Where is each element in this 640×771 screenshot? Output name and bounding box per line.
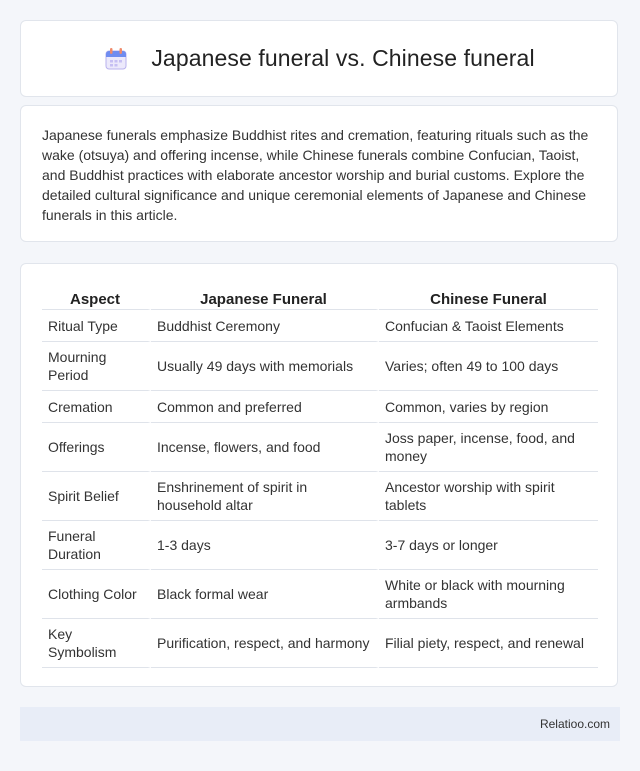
table-row — [42, 391, 598, 423]
japanese-cell: Common and preferred — [151, 391, 379, 423]
chinese-cell: 3-7 days or longer — [379, 521, 598, 570]
chinese-cell: Confucian & Taoist Elements — [379, 310, 598, 342]
chinese-cell: Joss paper, incense, food, and money — [379, 423, 598, 472]
comparison-table — [42, 284, 598, 668]
aspect-cell: Key Symbolism — [42, 619, 151, 668]
japanese-cell: Black formal wear — [151, 570, 379, 619]
intro-card — [20, 105, 618, 242]
column-header-aspect: Aspect — [42, 284, 151, 310]
table-row — [42, 342, 598, 391]
page-title: Japanese funeral vs. Chinese funeral — [151, 45, 535, 71]
table-row — [42, 472, 598, 521]
table-row — [42, 423, 598, 472]
japanese-cell: Incense, flowers, and food — [151, 423, 379, 472]
column-header-chinese: Chinese Funeral — [379, 284, 598, 310]
japanese-cell: 1-3 days — [151, 521, 379, 570]
column-header-japanese: Japanese Funeral — [151, 284, 379, 310]
table-row — [42, 310, 598, 342]
chinese-cell: Common, varies by region — [379, 391, 598, 423]
footer-bar — [20, 707, 620, 741]
japanese-cell: Purification, respect, and harmony — [151, 619, 379, 668]
comparison-card — [20, 263, 618, 687]
table-row — [42, 521, 598, 570]
table-row — [42, 570, 598, 619]
chinese-cell: Filial piety, respect, and renewal — [379, 619, 598, 668]
aspect-cell: Funeral Duration — [42, 521, 151, 570]
chinese-cell: White or black with mourning armbands — [379, 570, 598, 619]
aspect-cell: Spirit Belief — [42, 472, 151, 521]
chinese-cell: Varies; often 49 to 100 days — [379, 342, 598, 391]
title-card — [20, 20, 618, 97]
aspect-cell: Cremation — [42, 391, 151, 423]
table-row — [42, 619, 598, 668]
chinese-cell: Ancestor worship with spirit tablets — [379, 472, 598, 521]
intro-paragraph: Japanese funerals emphasize Buddhist rites and cremation, featuring rituals such as the wake (otsuya) and offering incense, while Chinese funerals combine Confucian, Taoist, and Buddhist practices with elaborate ancestor worship and burial customs. Explore the detailed cultural significance and unique ceremonial elements of Japanese and Chinese funerals in this article. — [42, 127, 589, 223]
japanese-cell: Enshrinement of spirit in household altar — [151, 472, 379, 521]
aspect-cell: Offerings — [42, 423, 151, 472]
calendar-icon — [103, 46, 129, 72]
table-header-row — [42, 284, 598, 310]
japanese-cell: Buddhist Ceremony — [151, 310, 379, 342]
japanese-cell: Usually 49 days with memorials — [151, 342, 379, 391]
footer-brand: Relatioo.com — [539, 717, 610, 731]
aspect-cell: Mourning Period — [42, 342, 151, 391]
aspect-cell: Clothing Color — [42, 570, 151, 619]
aspect-cell: Ritual Type — [42, 310, 151, 342]
